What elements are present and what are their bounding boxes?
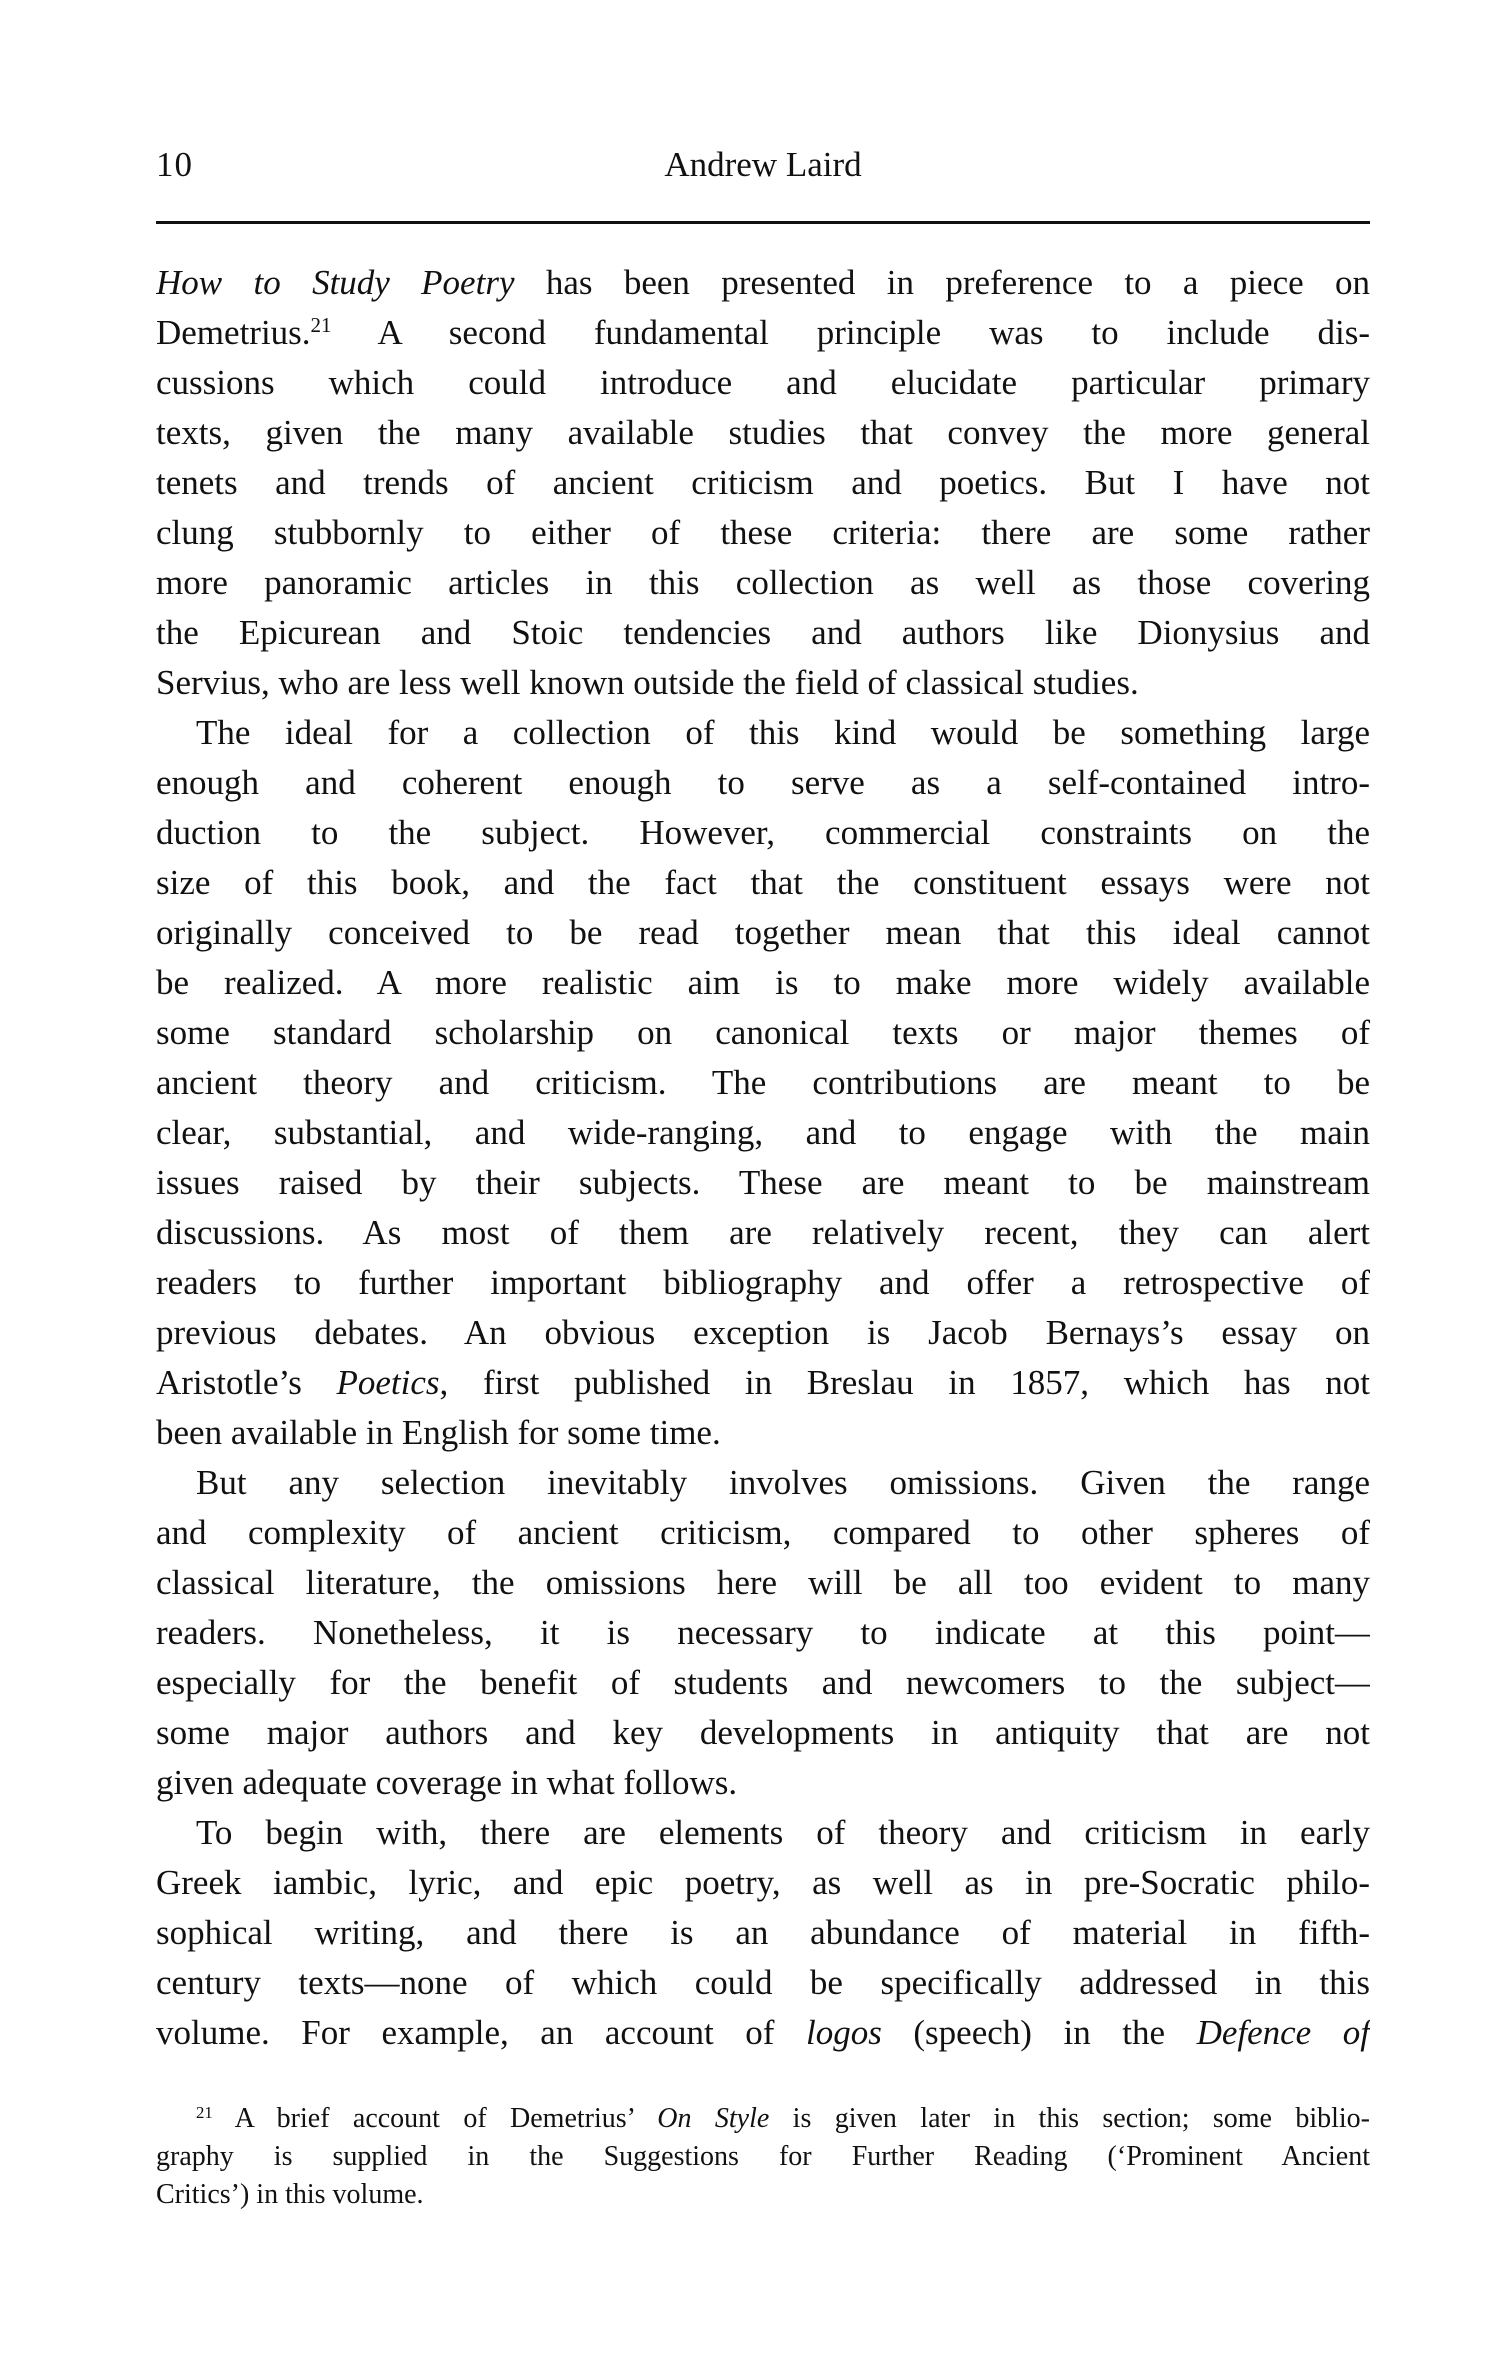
text-line xyxy=(156,958,1370,1008)
text-line xyxy=(156,1908,1370,1958)
text-line xyxy=(156,458,1370,508)
text-run: been available in English for some time. xyxy=(156,1413,721,1452)
paragraph xyxy=(156,258,1370,708)
text-run: readers to further important bibliography and offer a retrospective of xyxy=(156,1263,1370,1302)
text-run: A second fundamental principle was to include dis- xyxy=(331,313,1370,352)
body-text xyxy=(156,258,1370,2058)
italic-text: Defence of xyxy=(1196,2013,1370,2052)
text-line xyxy=(156,1658,1370,1708)
text-run: readers. Nonetheless, it is necessary to indicate at this point— xyxy=(156,1613,1370,1652)
text-line xyxy=(156,608,1370,658)
text-run: issues raised by their subjects. These are meant to be mainstream xyxy=(156,1163,1370,1202)
text-run: Greek iambic, lyric, and epic poetry, as well as in pre-Socratic philo- xyxy=(156,1863,1370,1902)
footnote-reference: 21 xyxy=(196,2102,213,2122)
text-run: Aristotle’s xyxy=(156,1363,337,1402)
text-line xyxy=(156,708,1370,758)
footnote xyxy=(156,2100,1370,2214)
text-run: sophical writing, and there is an abundance of material in fifth- xyxy=(156,1913,1370,1952)
text-run: has been presented in preference to a piece on xyxy=(514,263,1370,302)
running-header xyxy=(156,145,1370,195)
paragraph xyxy=(156,708,1370,1458)
text-run: A brief account of Demetrius’ xyxy=(212,2103,658,2134)
text-run: , first published in Breslau in 1857, which has not xyxy=(439,1363,1370,1402)
text-run: volume. For example, an account of xyxy=(156,2013,806,2052)
text-line xyxy=(156,808,1370,858)
text-line xyxy=(156,658,1370,708)
footnote-line xyxy=(156,2138,1370,2176)
text-line xyxy=(156,258,1370,308)
footnote-line xyxy=(156,2100,1370,2138)
text-run: clung stubbornly to either of these criteria: there are some rather xyxy=(156,513,1370,552)
text-run: texts, given the many available studies that convey the more general xyxy=(156,413,1370,452)
text-line xyxy=(156,1258,1370,1308)
text-line xyxy=(156,1458,1370,1508)
text-run: be realized. A more realistic aim is to make more widely available xyxy=(156,963,1370,1002)
text-run: classical literature, the omissions here will be all too evident to many xyxy=(156,1563,1370,1602)
text-run: The ideal for a collection of this kind would be something large xyxy=(196,713,1370,752)
text-line xyxy=(156,308,1370,358)
text-run: But any selection inevitably involves omissions. Given the range xyxy=(196,1463,1370,1502)
header-rule xyxy=(156,221,1370,224)
text-run: Demetrius. xyxy=(156,313,311,352)
text-run: tenets and trends of ancient criticism and poetics. But I have not xyxy=(156,463,1370,502)
text-line xyxy=(156,508,1370,558)
text-line xyxy=(156,1058,1370,1108)
text-run: some major authors and key developments in antiquity that are not xyxy=(156,1713,1370,1752)
text-line xyxy=(156,358,1370,408)
text-line xyxy=(156,1858,1370,1908)
text-run: some standard scholarship on canonical texts or major themes of xyxy=(156,1013,1370,1052)
italic-text: How to Study Poetry xyxy=(156,263,515,302)
page-number: 10 xyxy=(156,145,193,184)
text-run: size of this book, and the fact that the constituent essays were not xyxy=(156,863,1370,902)
text-line xyxy=(156,1608,1370,1658)
text-run: Critics’) in this volume. xyxy=(156,2179,424,2210)
running-head-author: Andrew Laird xyxy=(664,145,862,184)
text-run: originally conceived to be read together mean that this ideal cannot xyxy=(156,913,1370,952)
text-line xyxy=(156,1308,1370,1358)
text-run: To begin with, there are elements of theory and criticism in early xyxy=(196,1813,1370,1852)
paragraph xyxy=(156,1808,1370,2058)
text-run: (speech) in the xyxy=(881,2013,1197,2052)
text-line xyxy=(156,1358,1370,1408)
text-line xyxy=(156,1708,1370,1758)
paragraph xyxy=(156,1458,1370,1808)
text-run: more panoramic articles in this collection as well as those covering xyxy=(156,563,1370,602)
text-run: discussions. As most of them are relatively recent, they can alert xyxy=(156,1213,1370,1252)
text-line xyxy=(156,758,1370,808)
text-line xyxy=(156,1508,1370,1558)
text-run: and complexity of ancient criticism, compared to other spheres of xyxy=(156,1513,1370,1552)
text-run: given adequate coverage in what follows. xyxy=(156,1763,738,1802)
text-line xyxy=(156,1208,1370,1258)
italic-text: On Style xyxy=(657,2103,770,2134)
text-line xyxy=(156,408,1370,458)
text-run: graphy is supplied in the Suggestions for Further Reading (‘Prominent Ancient xyxy=(156,2141,1370,2172)
text-run: century texts—none of which could be specifically addressed in this xyxy=(156,1963,1370,2002)
footnote-reference: 21 xyxy=(310,313,332,338)
text-line xyxy=(156,1408,1370,1458)
text-run: previous debates. An obvious exception is Jacob Bernays’s essay on xyxy=(156,1313,1370,1352)
text-run: duction to the subject. However, commercial constraints on the xyxy=(156,813,1370,852)
text-line xyxy=(156,1158,1370,1208)
text-run: clear, substantial, and wide-ranging, and to engage with the main xyxy=(156,1113,1370,1152)
text-run: enough and coherent enough to serve as a self-contained intro- xyxy=(156,763,1370,802)
text-run: Servius, who are less well known outside the field of classical studies. xyxy=(156,663,1139,702)
text-run: the Epicurean and Stoic tendencies and authors like Dionysius and xyxy=(156,613,1370,652)
text-line xyxy=(156,558,1370,608)
text-line xyxy=(156,2008,1370,2058)
text-line xyxy=(156,858,1370,908)
text-line xyxy=(156,1758,1370,1808)
text-line xyxy=(156,1808,1370,1858)
footnote-line xyxy=(156,2176,1370,2214)
text-run: cussions which could introduce and elucidate particular primary xyxy=(156,363,1370,402)
text-line xyxy=(156,908,1370,958)
italic-text: logos xyxy=(805,2013,882,2052)
italic-text: Poetics xyxy=(336,1363,440,1402)
text-line xyxy=(156,1008,1370,1058)
text-line xyxy=(156,1958,1370,2008)
text-line xyxy=(156,1108,1370,1158)
text-run: is given later in this section; some biblio- xyxy=(769,2103,1370,2134)
text-run: especially for the benefit of students and newcomers to the subject— xyxy=(156,1663,1370,1702)
text-line xyxy=(156,1558,1370,1608)
text-run: ancient theory and criticism. The contributions are meant to be xyxy=(156,1063,1370,1102)
